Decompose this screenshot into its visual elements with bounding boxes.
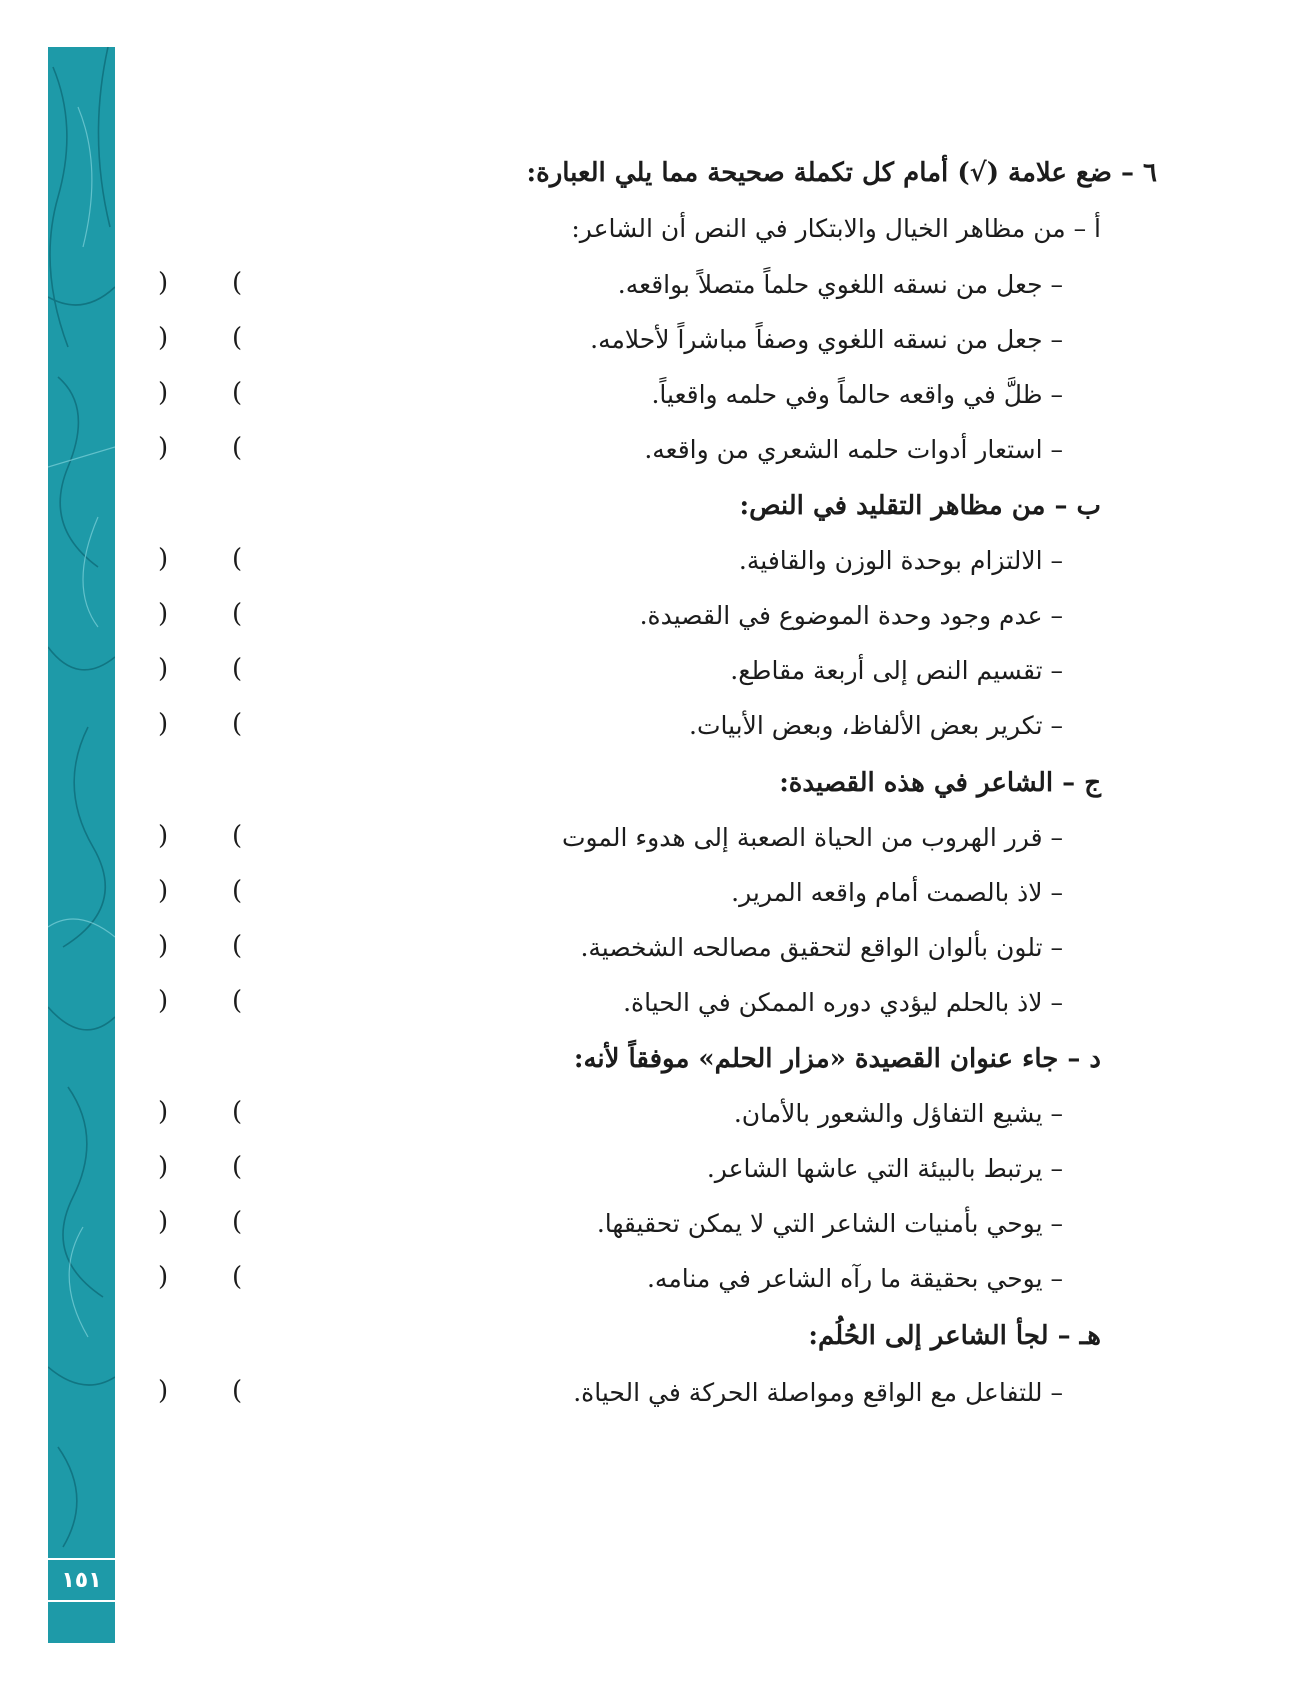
answer-paren-close[interactable]: ) <box>158 876 169 906</box>
option-d-3: – يوحي بأمنيات الشاعر التي لا يمكن تحقيقها. <box>596 1209 1063 1238</box>
answer-paren-open[interactable]: ( <box>232 931 243 961</box>
option-d-2: – يرتبط بالبيئة التي عاشها الشاعر. <box>706 1154 1063 1183</box>
option-c-3: – تلون بألوان الواقع لتحقيق مصالحه الشخصية. <box>580 933 1063 962</box>
answer-paren-open[interactable]: ( <box>232 433 243 463</box>
option-e-1: – للتفاعل مع الواقع ومواصلة الحركة في الحياة. <box>573 1378 1063 1407</box>
option-b-3: – تقسيم النص إلى أربعة مقاطع. <box>730 656 1063 685</box>
answer-paren-close[interactable]: ) <box>158 268 169 298</box>
answer-paren-open[interactable]: ( <box>232 378 243 408</box>
answer-paren-close[interactable]: ) <box>158 821 169 851</box>
option-a-4: – استعار أدوات حلمه الشعري من واقعه. <box>644 435 1063 464</box>
answer-paren-open[interactable]: ( <box>232 986 243 1016</box>
section-heading-c: ج – الشاعر في هذه القصيدة: <box>779 768 1101 798</box>
answer-paren-open[interactable]: ( <box>232 1152 243 1182</box>
answer-paren-open[interactable]: ( <box>232 544 243 574</box>
section-heading-a: أ – من مظاهر الخيال والابتكار في النص أن الشاعر: <box>571 214 1101 243</box>
decorative-side-strip <box>48 47 115 1643</box>
option-c-2: – لاذ بالصمت أمام واقعه المرير. <box>731 878 1063 907</box>
answer-paren-close[interactable]: ) <box>158 1262 169 1292</box>
answer-paren-close[interactable]: ) <box>158 986 169 1016</box>
answer-paren-close[interactable]: ) <box>158 544 169 574</box>
answer-paren-open[interactable]: ( <box>232 709 243 739</box>
answer-paren-open[interactable]: ( <box>232 876 243 906</box>
answer-paren-close[interactable]: ) <box>158 599 169 629</box>
answer-paren-open[interactable]: ( <box>232 1262 243 1292</box>
option-a-1: – جعل من نسقه اللغوي حلماً متصلاً بواقعه. <box>617 270 1063 299</box>
answer-paren-open[interactable]: ( <box>232 1376 243 1406</box>
page-number: ١٥١ <box>48 1558 115 1602</box>
answer-paren-open[interactable]: ( <box>232 654 243 684</box>
answer-paren-close[interactable]: ) <box>158 1097 169 1127</box>
option-b-2: – عدم وجود وحدة الموضوع في القصيدة. <box>639 601 1063 630</box>
answer-paren-open[interactable]: ( <box>232 821 243 851</box>
answer-paren-open[interactable]: ( <box>232 1207 243 1237</box>
section-heading-b: ب – من مظاهر التقليد في النص: <box>739 491 1101 521</box>
option-c-1: – قرر الهروب من الحياة الصعبة إلى هدوء الموت <box>561 823 1063 852</box>
option-b-4: – تكرير بعض الألفاظ، وبعض الأبيات. <box>689 711 1063 740</box>
option-c-4: – لاذ بالحلم ليؤدي دوره الممكن في الحياة. <box>623 988 1063 1017</box>
answer-paren-open[interactable]: ( <box>232 599 243 629</box>
option-d-1: – يشيع التفاؤل والشعور بالأمان. <box>733 1099 1063 1128</box>
answer-paren-close[interactable]: ) <box>158 323 169 353</box>
answer-paren-close[interactable]: ) <box>158 1207 169 1237</box>
section-heading-e: هـ – لجأ الشاعر إلى الحُلُم: <box>808 1321 1101 1351</box>
strip-pattern <box>48 47 115 1643</box>
answer-paren-close[interactable]: ) <box>158 709 169 739</box>
option-d-4: – يوحي بحقيقة ما رآه الشاعر في منامه. <box>646 1264 1063 1293</box>
answer-paren-open[interactable]: ( <box>232 323 243 353</box>
answer-paren-close[interactable]: ) <box>158 654 169 684</box>
section-heading-d: د – جاء عنوان القصيدة «مزار الحلم» موفقاً لأنه: <box>573 1044 1101 1074</box>
answer-paren-open[interactable]: ( <box>232 268 243 298</box>
option-b-1: – الالتزام بوحدة الوزن والقافية. <box>738 546 1063 575</box>
answer-paren-close[interactable]: ) <box>158 931 169 961</box>
option-a-2: – جعل من نسقه اللغوي وصفاً مباشراً لأحلامه. <box>590 325 1063 354</box>
answer-paren-close[interactable]: ) <box>158 1376 169 1406</box>
answer-paren-close[interactable]: ) <box>158 433 169 463</box>
question-heading: ٦ – ضع علامة (√) أمام كل تكملة صحيحة مما يلي العبارة: <box>526 158 1157 188</box>
answer-paren-close[interactable]: ) <box>158 1152 169 1182</box>
option-a-3: – ظلَّ في واقعه حالماً وفي حلمه واقعياً. <box>651 380 1063 409</box>
answer-paren-close[interactable]: ) <box>158 378 169 408</box>
answer-paren-open[interactable]: ( <box>232 1097 243 1127</box>
